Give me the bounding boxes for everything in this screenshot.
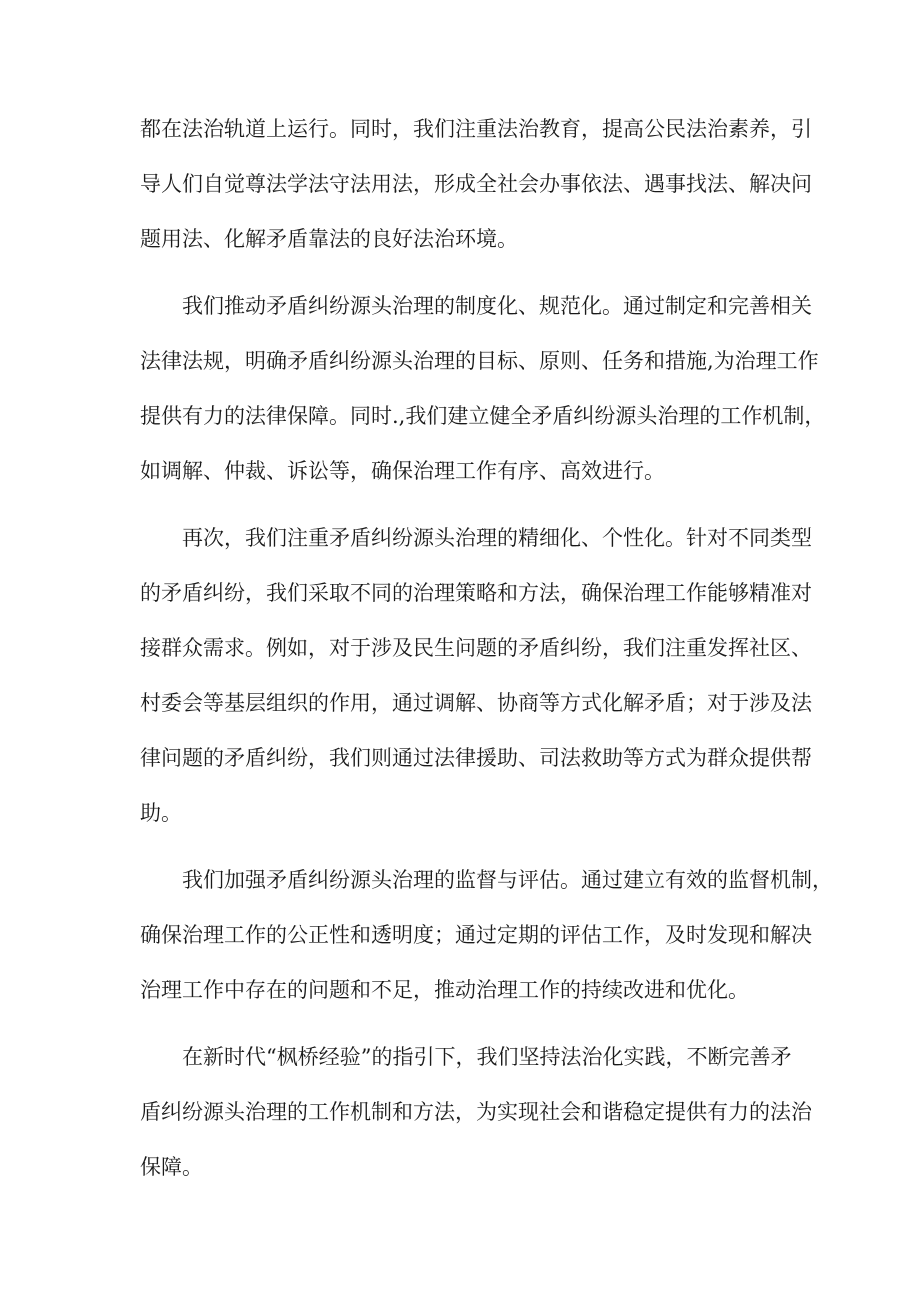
- text-line: 在新时代“枫桥经验”的指引下，我们坚持法治化实践，不断完善矛: [182, 1045, 792, 1069]
- text-line: 题用法、化解矛盾靠法的良好法治环境。: [140, 227, 518, 251]
- text-line: 提供有力的法律保障。同时.,我们建立健全矛盾纠纷源头治理的工作机制，: [140, 404, 826, 428]
- text-line: 导人们自觉尊法学法守法用法，形成全社会办事依法、遇事找法、解决问: [140, 172, 812, 196]
- text-line: 我们加强矛盾纠纷源头治理的监督与评估。通过建立有效的监督机制，: [182, 868, 833, 892]
- text-line: 保障。: [140, 1155, 203, 1179]
- text-line: 的矛盾纠纷，我们采取不同的治理策略和方法，确保治理工作能够精准对: [140, 581, 812, 605]
- text-line: 接群众需求。例如，对于涉及民生问题的矛盾纠纷，我们注重发挥社区、: [140, 636, 812, 660]
- text-line: 如调解、仲裁、诉讼等，确保治理工作有序、高效进行。: [140, 459, 665, 483]
- text-line: 律问题的矛盾纠纷，我们则通过法律援助、司法救助等方式为群众提供帮: [140, 746, 812, 770]
- paragraph: [140, 284, 826, 504]
- text-line: 确保治理工作的公正性和透明度；通过定期的评估工作，及时发现和解决: [140, 923, 812, 947]
- text-line: 盾纠纷源头治理的工作机制和方法，为实现社会和谐稳定提供有力的法治: [140, 1100, 812, 1124]
- text-line: 助。: [140, 801, 182, 825]
- text-line: 治理工作中存在的问题和不足，推动治理工作的持续改进和优化。: [140, 978, 749, 1002]
- paragraph: [140, 1035, 812, 1200]
- paragraph: [140, 107, 812, 272]
- document-body: [140, 107, 833, 1200]
- paragraph: [140, 858, 833, 1023]
- paragraph: [140, 516, 812, 846]
- text-line: 村委会等基层组织的作用，通过调解、协商等方式化解矛盾；对于涉及法: [140, 691, 812, 715]
- text-line: 再次，我们注重矛盾纠纷源头治理的精细化、个性化。针对不同类型: [182, 526, 812, 550]
- text-line: 法律法规，明确矛盾纠纷源头治理的目标、原则、任务和措施,为治理工作: [140, 349, 819, 373]
- text-line: 我们推动矛盾纠纷源头治理的制度化、规范化。通过制定和完善相关: [182, 294, 812, 318]
- text-line: 都在法治轨道上运行。同时，我们注重法治教育，提高公民法治素养，引: [140, 117, 812, 141]
